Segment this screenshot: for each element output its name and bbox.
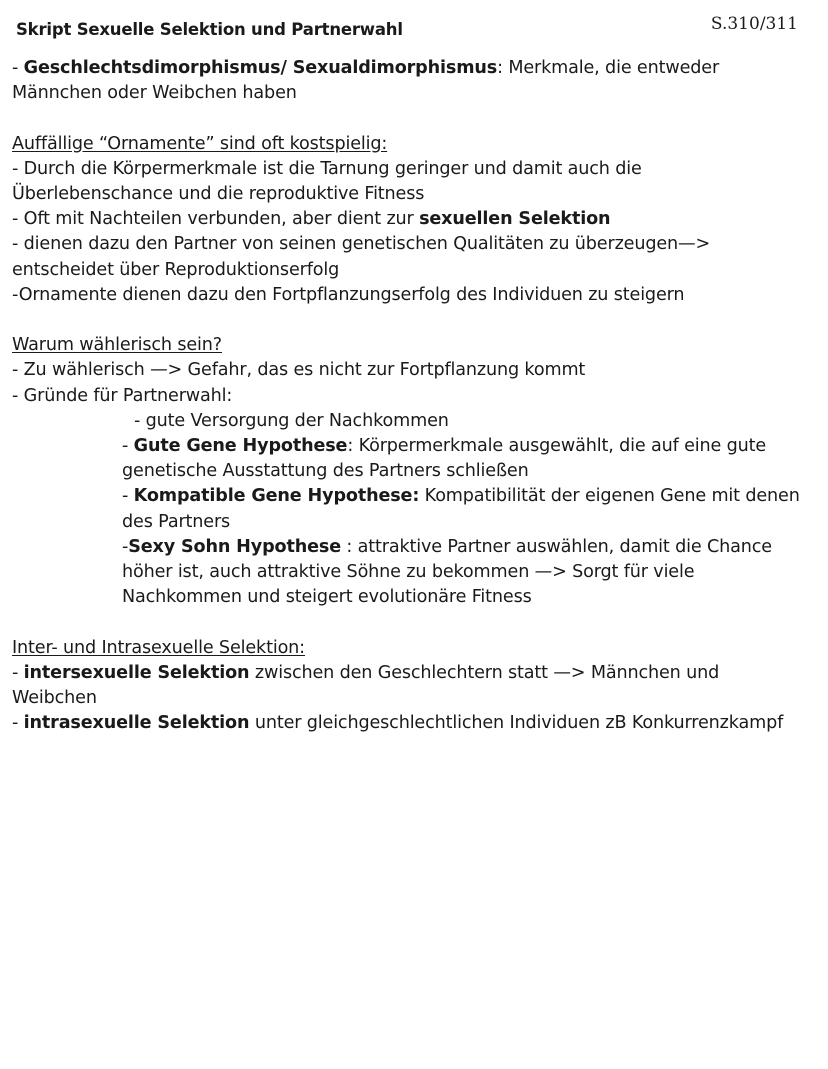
bullet: -	[12, 662, 24, 683]
reason-2-term: Gute Gene Hypothese	[133, 436, 348, 457]
document-title: Skript Sexuelle Selektion und Partnerwahl	[16, 20, 403, 39]
selection-inter-term: intersexuelle Selektion	[23, 662, 250, 683]
bullet: -	[122, 486, 134, 507]
ornaments-item-4: -Ornamente dienen dazu den Fortpflanzungserfolg des Individuen zu steigern	[12, 284, 685, 305]
ornaments-item-1: - Durch die Körpermerkmale ist die Tarnung geringer und damit auch die Überlebenschance und die reproduktive Fitness	[12, 158, 642, 204]
selection-inter-text: zwischen den Geschlechtern statt —> Männchen und Weibchen	[12, 662, 720, 709]
spacer	[12, 106, 820, 131]
reason-3	[122, 484, 812, 534]
reason-4	[122, 535, 812, 611]
page-reference: S.310/311	[710, 14, 798, 34]
definition-text: : Merkmale, die entweder Männchen oder Weibchen haben	[12, 58, 720, 104]
definition-line	[12, 56, 812, 106]
section-heading-choosy: Warum wählerisch sein?	[12, 335, 222, 356]
selection-inter	[12, 661, 732, 711]
definition-term: Geschlechtsdimorphismus/ Sexualdimorphismus	[23, 58, 498, 78]
selection-intra-term: intrasexuelle Selektion	[23, 713, 250, 734]
spacer	[12, 610, 820, 635]
choosy-item-2: - Gründe für Partnerwahl:	[12, 385, 233, 406]
reasons-list	[12, 409, 820, 611]
bullet: -	[12, 58, 24, 78]
reason-1: - gute Versorgung der Nachkommen	[134, 410, 449, 431]
ornaments-item-3: - dienen dazu den Partner von seinen genetischen Qualitäten zu überzeugen—> entscheidet über Reproduktionserfolg	[12, 234, 711, 280]
reason-3-text: Kompatibilität der eigenen Gene mit denen des Partners	[122, 486, 800, 532]
bullet: -	[122, 436, 134, 457]
choosy-item-1: - Zu wählerisch —> Gefahr, das es nicht zur Fortpflanzung kommt	[12, 360, 586, 381]
selection-intra	[12, 711, 820, 736]
reason-4-term: Sexy Sohn Hypothese	[128, 536, 341, 557]
reason-4-text: : attraktive Partner auswählen, damit die Chance höher ist, auch attraktive Söhne zu bekommen —> Sorgt für viele Nachkommen und steigert evolutionäre Fitness	[122, 536, 772, 608]
spacer	[12, 308, 820, 333]
bullet: -	[12, 713, 24, 734]
ornaments-item-2-bold: sexuellen Selektion	[419, 209, 611, 230]
reason-2	[122, 434, 812, 484]
bullet: -	[122, 536, 129, 557]
section-heading-selection: Inter- und Intrasexuelle Selektion:	[12, 637, 305, 658]
section-heading-ornaments: Auffällige “Ornamente” sind oft kostspielig:	[12, 133, 388, 154]
reason-2-text: : Körpermerkmale ausgewählt, die auf eine gute genetische Ausstattung des Partners schließen	[122, 436, 767, 482]
reason-3-term: Kompatible Gene Hypothese:	[133, 486, 420, 507]
ornaments-item-2	[12, 207, 820, 232]
selection-intra-text: unter gleichgeschlechtlichen Individuen zB Konkurrenzkampf	[249, 713, 784, 734]
ornaments-item-2-text: - Oft mit Nachteilen verbunden, aber dient zur	[12, 209, 420, 230]
document-body	[12, 56, 820, 736]
